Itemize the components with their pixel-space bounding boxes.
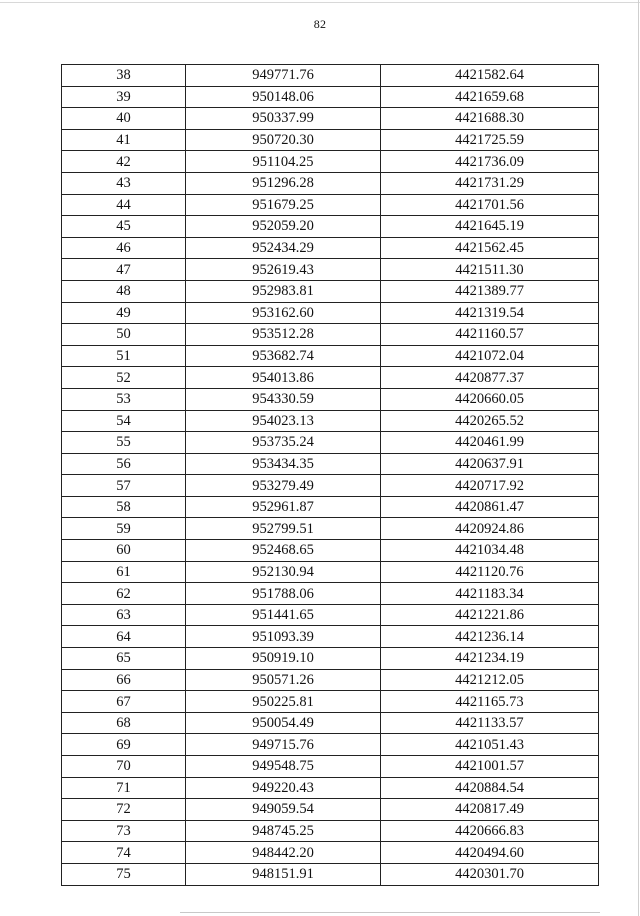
y-coordinate-cell: 4421659.68 [381, 86, 599, 108]
point-number-cell: 69 [62, 734, 186, 756]
x-coordinate-cell: 951679.25 [186, 194, 381, 216]
scan-edge-bottom [180, 912, 600, 913]
y-coordinate-cell: 4421072.04 [381, 345, 599, 367]
y-coordinate-cell: 4421319.54 [381, 302, 599, 324]
y-coordinate-cell: 4421725.59 [381, 129, 599, 151]
table-row [62, 712, 599, 734]
y-coordinate-cell: 4421236.14 [381, 626, 599, 648]
point-number-cell: 67 [62, 691, 186, 713]
point-number-cell: 48 [62, 280, 186, 302]
point-number-cell: 40 [62, 108, 186, 130]
y-coordinate-cell: 4421221.86 [381, 604, 599, 626]
table-row [62, 388, 599, 410]
point-number-cell: 45 [62, 216, 186, 238]
y-coordinate-cell: 4420817.49 [381, 799, 599, 821]
table-row [62, 540, 599, 562]
table-row [62, 820, 599, 842]
point-number-cell: 46 [62, 237, 186, 259]
x-coordinate-cell: 952468.65 [186, 540, 381, 562]
x-coordinate-cell: 948151.91 [186, 863, 381, 885]
table-row [62, 65, 599, 87]
x-coordinate-cell: 953735.24 [186, 432, 381, 454]
y-coordinate-cell: 4421582.64 [381, 65, 599, 87]
y-coordinate-cell: 4421183.34 [381, 583, 599, 605]
table-row [62, 108, 599, 130]
x-coordinate-cell: 950919.10 [186, 648, 381, 670]
x-coordinate-cell: 953279.49 [186, 475, 381, 497]
point-number-cell: 44 [62, 194, 186, 216]
point-number-cell: 74 [62, 842, 186, 864]
table-row [62, 345, 599, 367]
y-coordinate-cell: 4420924.86 [381, 518, 599, 540]
point-number-cell: 47 [62, 259, 186, 281]
x-coordinate-cell: 952983.81 [186, 280, 381, 302]
point-number-cell: 72 [62, 799, 186, 821]
x-coordinate-cell: 951441.65 [186, 604, 381, 626]
y-coordinate-cell: 4420717.92 [381, 475, 599, 497]
table-row [62, 842, 599, 864]
y-coordinate-cell: 4420884.54 [381, 777, 599, 799]
table-row [62, 280, 599, 302]
table-row [62, 86, 599, 108]
x-coordinate-cell: 950571.26 [186, 669, 381, 691]
table-row [62, 367, 599, 389]
table-row [62, 604, 599, 626]
table-row [62, 453, 599, 475]
x-coordinate-cell: 949059.54 [186, 799, 381, 821]
x-coordinate-cell: 954330.59 [186, 388, 381, 410]
point-number-cell: 59 [62, 518, 186, 540]
x-coordinate-cell: 949220.43 [186, 777, 381, 799]
x-coordinate-cell: 954023.13 [186, 410, 381, 432]
y-coordinate-cell: 4420877.37 [381, 367, 599, 389]
table-row [62, 302, 599, 324]
y-coordinate-cell: 4421562.45 [381, 237, 599, 259]
point-number-cell: 64 [62, 626, 186, 648]
point-number-cell: 71 [62, 777, 186, 799]
table-row [62, 194, 599, 216]
x-coordinate-cell: 951104.25 [186, 151, 381, 173]
y-coordinate-cell: 4421001.57 [381, 756, 599, 778]
y-coordinate-cell: 4421234.19 [381, 648, 599, 670]
table-row [62, 669, 599, 691]
table-row [62, 172, 599, 194]
point-number-cell: 57 [62, 475, 186, 497]
x-coordinate-cell: 952130.94 [186, 561, 381, 583]
point-number-cell: 65 [62, 648, 186, 670]
y-coordinate-cell: 4421133.57 [381, 712, 599, 734]
y-coordinate-cell: 4420660.05 [381, 388, 599, 410]
point-number-cell: 49 [62, 302, 186, 324]
point-number-cell: 61 [62, 561, 186, 583]
point-number-cell: 58 [62, 496, 186, 518]
table-row [62, 216, 599, 238]
table-row [62, 259, 599, 281]
point-number-cell: 38 [62, 65, 186, 87]
point-number-cell: 53 [62, 388, 186, 410]
table-row [62, 432, 599, 454]
point-number-cell: 62 [62, 583, 186, 605]
y-coordinate-cell: 4421688.30 [381, 108, 599, 130]
table-row [62, 410, 599, 432]
x-coordinate-cell: 949771.76 [186, 65, 381, 87]
point-number-cell: 75 [62, 863, 186, 885]
point-number-cell: 54 [62, 410, 186, 432]
x-coordinate-cell: 952799.51 [186, 518, 381, 540]
x-coordinate-cell: 951296.28 [186, 172, 381, 194]
x-coordinate-cell: 950337.99 [186, 108, 381, 130]
scan-edge-right [638, 0, 639, 916]
point-number-cell: 41 [62, 129, 186, 151]
x-coordinate-cell: 948745.25 [186, 820, 381, 842]
y-coordinate-cell: 4421160.57 [381, 324, 599, 346]
y-coordinate-cell: 4420461.99 [381, 432, 599, 454]
x-coordinate-cell: 953512.28 [186, 324, 381, 346]
y-coordinate-cell: 4420301.70 [381, 863, 599, 885]
table-row [62, 648, 599, 670]
y-coordinate-cell: 4421120.76 [381, 561, 599, 583]
y-coordinate-cell: 4421051.43 [381, 734, 599, 756]
x-coordinate-cell: 952961.87 [186, 496, 381, 518]
x-coordinate-cell: 949715.76 [186, 734, 381, 756]
table-row [62, 324, 599, 346]
x-coordinate-cell: 950148.06 [186, 86, 381, 108]
x-coordinate-cell: 952059.20 [186, 216, 381, 238]
coordinate-table-body [62, 65, 599, 886]
table-row [62, 756, 599, 778]
point-number-cell: 73 [62, 820, 186, 842]
table-row [62, 475, 599, 497]
point-number-cell: 55 [62, 432, 186, 454]
x-coordinate-cell: 950225.81 [186, 691, 381, 713]
x-coordinate-cell: 950054.49 [186, 712, 381, 734]
point-number-cell: 51 [62, 345, 186, 367]
x-coordinate-cell: 952619.43 [186, 259, 381, 281]
y-coordinate-cell: 4420666.83 [381, 820, 599, 842]
coordinate-table [61, 64, 599, 886]
x-coordinate-cell: 949548.75 [186, 756, 381, 778]
table-row [62, 237, 599, 259]
point-number-cell: 63 [62, 604, 186, 626]
y-coordinate-cell: 4421511.30 [381, 259, 599, 281]
table-row [62, 734, 599, 756]
table-row [62, 561, 599, 583]
y-coordinate-cell: 4421701.56 [381, 194, 599, 216]
point-number-cell: 56 [62, 453, 186, 475]
page-number: 82 [313, 17, 327, 31]
point-number-cell: 66 [62, 669, 186, 691]
y-coordinate-cell: 4421731.29 [381, 172, 599, 194]
y-coordinate-cell: 4421645.19 [381, 216, 599, 238]
table-row [62, 518, 599, 540]
x-coordinate-cell: 948442.20 [186, 842, 381, 864]
table-row [62, 691, 599, 713]
x-coordinate-cell: 954013.86 [186, 367, 381, 389]
point-number-cell: 42 [62, 151, 186, 173]
x-coordinate-cell: 951788.06 [186, 583, 381, 605]
table-row [62, 799, 599, 821]
y-coordinate-cell: 4420494.60 [381, 842, 599, 864]
x-coordinate-cell: 950720.30 [186, 129, 381, 151]
table-row [62, 496, 599, 518]
y-coordinate-cell: 4421165.73 [381, 691, 599, 713]
table-row [62, 151, 599, 173]
scan-edge-top [0, 2, 640, 3]
y-coordinate-cell: 4421389.77 [381, 280, 599, 302]
x-coordinate-cell: 953162.60 [186, 302, 381, 324]
y-coordinate-cell: 4420861.47 [381, 496, 599, 518]
y-coordinate-cell: 4421736.09 [381, 151, 599, 173]
y-coordinate-cell: 4421034.48 [381, 540, 599, 562]
table-row [62, 626, 599, 648]
x-coordinate-cell: 953434.35 [186, 453, 381, 475]
table-row [62, 863, 599, 885]
point-number-cell: 39 [62, 86, 186, 108]
table-row [62, 777, 599, 799]
y-coordinate-cell: 4421212.05 [381, 669, 599, 691]
table-row [62, 129, 599, 151]
x-coordinate-cell: 953682.74 [186, 345, 381, 367]
point-number-cell: 50 [62, 324, 186, 346]
x-coordinate-cell: 952434.29 [186, 237, 381, 259]
point-number-cell: 70 [62, 756, 186, 778]
point-number-cell: 43 [62, 172, 186, 194]
x-coordinate-cell: 951093.39 [186, 626, 381, 648]
y-coordinate-cell: 4420265.52 [381, 410, 599, 432]
point-number-cell: 52 [62, 367, 186, 389]
point-number-cell: 60 [62, 540, 186, 562]
point-number-cell: 68 [62, 712, 186, 734]
table-row [62, 583, 599, 605]
y-coordinate-cell: 4420637.91 [381, 453, 599, 475]
